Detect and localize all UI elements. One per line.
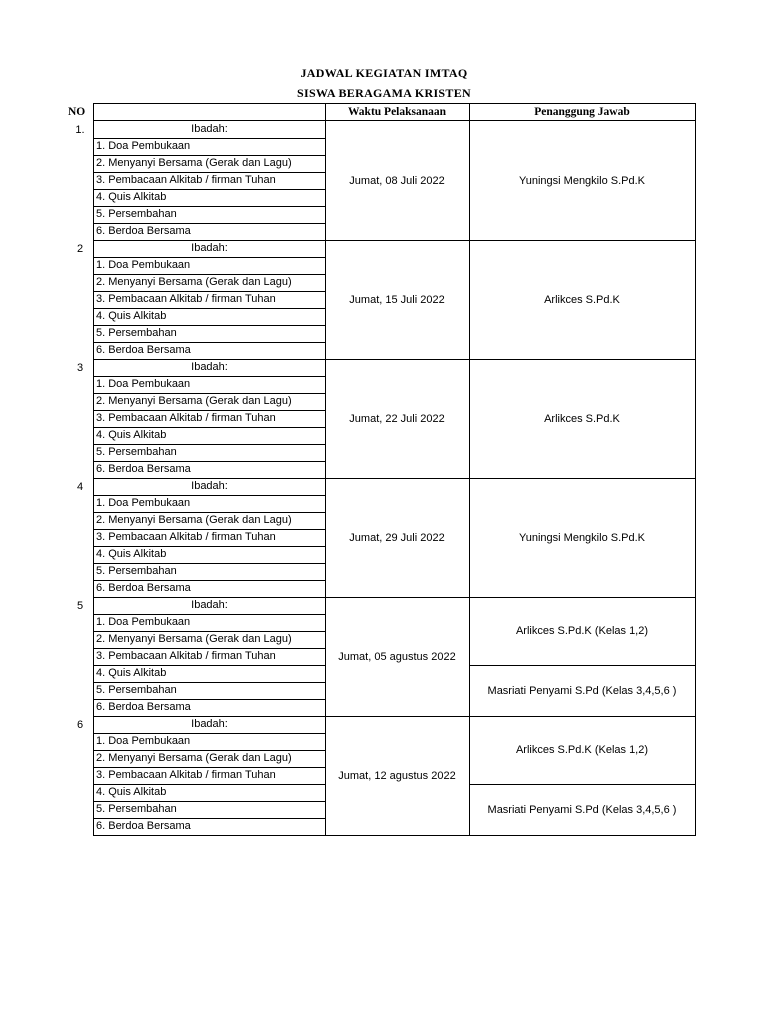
activity-item: 3. Pembacaan Alkitab / firman Tuhan — [93, 410, 326, 428]
activity-heading: Ibadah: — [93, 597, 326, 615]
penanggung-jawab-cell: Arlikces S.Pd.K — [469, 240, 696, 360]
activity-item: 4. Quis Alkitab — [93, 189, 326, 207]
activity-item: 4. Quis Alkitab — [93, 784, 326, 802]
waktu-pelaksanaan-cell: Jumat, 08 Juli 2022 — [325, 121, 470, 241]
penanggung-jawab-cell: Arlikces S.Pd.K (Kelas 1,2) — [469, 597, 696, 666]
activity-item: 5. Persembahan — [93, 325, 326, 343]
header-waktu-pelaksanaan: Waktu Pelaksanaan — [325, 103, 470, 121]
activity-item: 3. Pembacaan Alkitab / firman Tuhan — [93, 648, 326, 666]
activity-item: 6. Berdoa Bersama — [93, 699, 326, 717]
activity-item: 6. Berdoa Bersama — [93, 580, 326, 598]
activity-heading: Ibadah: — [93, 121, 326, 139]
penanggung-jawab-cell: Yuningsi Mengkilo S.Pd.K — [469, 478, 696, 598]
header-no: NO — [68, 106, 86, 118]
activity-item: 5. Persembahan — [93, 206, 326, 224]
penanggung-jawab-cell: Arlikces S.Pd.K — [469, 359, 696, 479]
penanggung-jawab-cell: Masriati Penyami S.Pd (Kelas 3,4,5,6 ) — [469, 665, 696, 717]
waktu-pelaksanaan-cell: Jumat, 15 Juli 2022 — [325, 240, 470, 360]
row-number: 5 — [76, 600, 84, 612]
penanggung-jawab-cell: Yuningsi Mengkilo S.Pd.K — [469, 121, 696, 241]
activity-item: 2. Menyanyi Bersama (Gerak dan Lagu) — [93, 750, 326, 768]
activity-heading: Ibadah: — [93, 716, 326, 734]
waktu-pelaksanaan-cell: Jumat, 05 agustus 2022 — [325, 597, 470, 717]
activity-item: 1. Doa Pembukaan — [93, 614, 326, 632]
header-activity — [93, 103, 326, 121]
document-subtitle: SISWA BERAGAMA KRISTEN — [297, 86, 471, 100]
row-number: 1. — [75, 124, 85, 136]
activity-item: 4. Quis Alkitab — [93, 427, 326, 445]
activity-item: 6. Berdoa Bersama — [93, 223, 326, 241]
activity-item: 5. Persembahan — [93, 801, 326, 819]
row-number: 3 — [76, 362, 84, 374]
activity-item: 2. Menyanyi Bersama (Gerak dan Lagu) — [93, 155, 326, 173]
waktu-pelaksanaan-cell: Jumat, 22 Juli 2022 — [325, 359, 470, 479]
activity-item: 4. Quis Alkitab — [93, 665, 326, 683]
header-penanggung-jawab: Penanggung Jawab — [469, 103, 696, 121]
activity-item: 1. Doa Pembukaan — [93, 138, 326, 156]
activity-item: 4. Quis Alkitab — [93, 546, 326, 564]
waktu-pelaksanaan-cell: Jumat, 12 agustus 2022 — [325, 716, 470, 836]
activity-item: 1. Doa Pembukaan — [93, 257, 326, 275]
waktu-pelaksanaan-cell: Jumat, 29 Juli 2022 — [325, 478, 470, 598]
activity-item: 6. Berdoa Bersama — [93, 342, 326, 360]
activity-item: 5. Persembahan — [93, 444, 326, 462]
document-title: JADWAL KEGIATAN IMTAQ — [300, 66, 468, 80]
activity-item: 1. Doa Pembukaan — [93, 495, 326, 513]
activity-item: 3. Pembacaan Alkitab / firman Tuhan — [93, 291, 326, 309]
activity-item: 1. Doa Pembukaan — [93, 376, 326, 394]
activity-heading: Ibadah: — [93, 478, 326, 496]
activity-item: 3. Pembacaan Alkitab / firman Tuhan — [93, 172, 326, 190]
penanggung-jawab-cell: Arlikces S.Pd.K (Kelas 1,2) — [469, 716, 696, 785]
activity-item: 3. Pembacaan Alkitab / firman Tuhan — [93, 767, 326, 785]
row-number: 2 — [76, 243, 84, 255]
row-number: 4 — [76, 481, 84, 493]
activity-item: 5. Persembahan — [93, 563, 326, 581]
activity-item: 3. Pembacaan Alkitab / firman Tuhan — [93, 529, 326, 547]
row-number: 6 — [76, 719, 84, 731]
activity-heading: Ibadah: — [93, 359, 326, 377]
activity-item: 2. Menyanyi Bersama (Gerak dan Lagu) — [93, 274, 326, 292]
activity-item: 2. Menyanyi Bersama (Gerak dan Lagu) — [93, 512, 326, 530]
activity-heading: Ibadah: — [93, 240, 326, 258]
activity-item: 5. Persembahan — [93, 682, 326, 700]
activity-item: 6. Berdoa Bersama — [93, 818, 326, 836]
activity-item: 2. Menyanyi Bersama (Gerak dan Lagu) — [93, 393, 326, 411]
penanggung-jawab-cell: Masriati Penyami S.Pd (Kelas 3,4,5,6 ) — [469, 784, 696, 836]
activity-item: 6. Berdoa Bersama — [93, 461, 326, 479]
activity-item: 2. Menyanyi Bersama (Gerak dan Lagu) — [93, 631, 326, 649]
activity-item: 1. Doa Pembukaan — [93, 733, 326, 751]
activity-item: 4. Quis Alkitab — [93, 308, 326, 326]
